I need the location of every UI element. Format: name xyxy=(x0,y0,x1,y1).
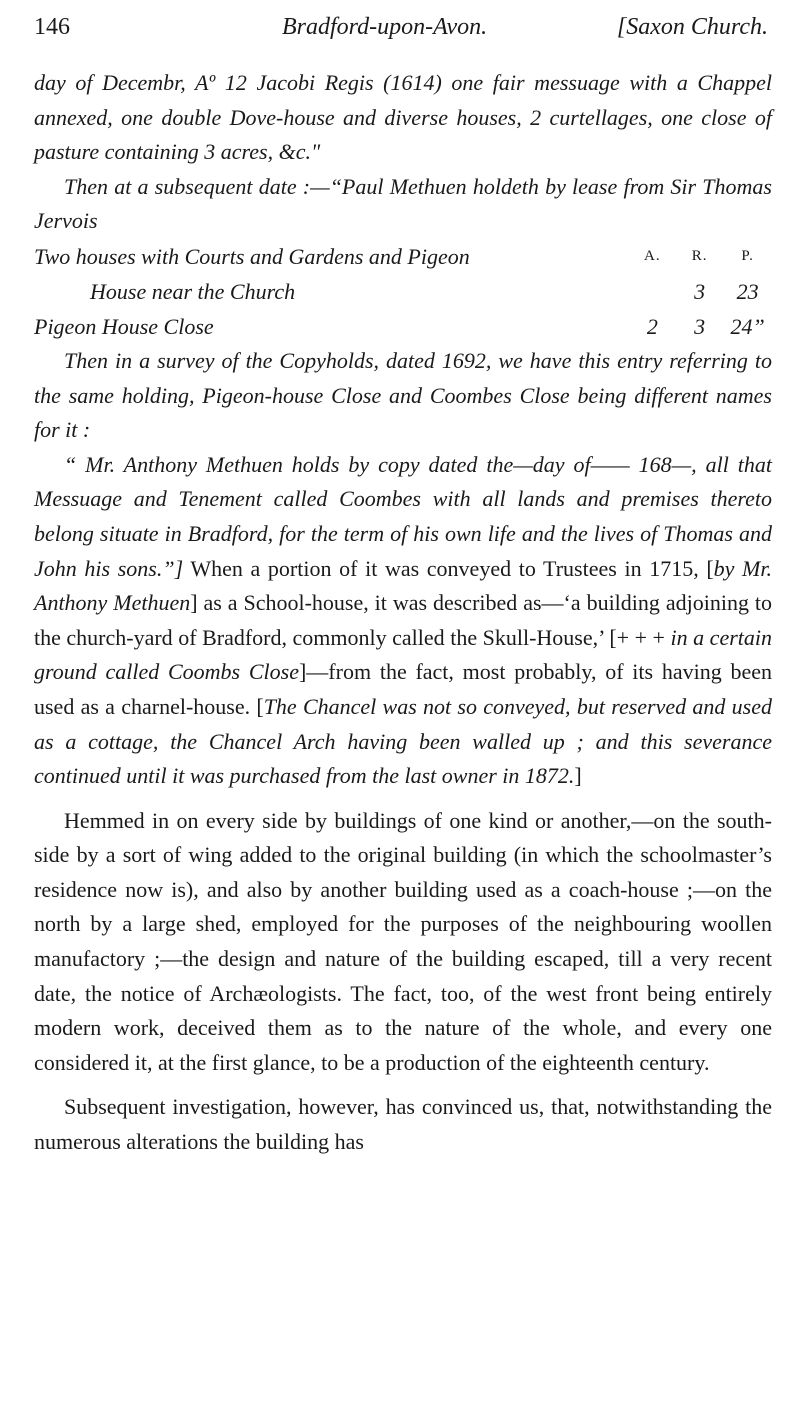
paragraph-copyhold-survey: Then in a survey of the Copyholds, dated 1692, we have this entry referring to the same holding, Pigeon-house Close and Coombes Close being different names for it : xyxy=(34,347,772,443)
table-cell-desc: House near the Church xyxy=(90,278,296,304)
paragraph-deed-continuation: day of Decembr, Aº 12 Jacobi Regis (1614) one fair messuage with a Chappel annexed, one double Dove-house and diverse houses, 2 curtellages, one close of pasture containing 3 acres, &c." xyxy=(34,70,772,165)
page-body xyxy=(34,66,772,1160)
table-cell-roods: 3 xyxy=(694,313,706,339)
paragraph-methuen-copy xyxy=(34,448,772,794)
column-header-perches: P. xyxy=(741,247,754,264)
paragraph-lease-intro: Then at a subsequent date :—“Paul Methuen holdeth by lease from Sir Thomas Jervois xyxy=(34,173,772,234)
text-coombs-close: in a certain ground called Coombs Close xyxy=(34,624,772,685)
table-row xyxy=(34,239,772,274)
page-number: 146 xyxy=(34,14,70,40)
section-title: [Saxon Church. xyxy=(616,14,768,40)
column-header-roods: R. xyxy=(691,247,708,264)
page-header xyxy=(34,8,772,48)
quote-methuen-copy: “ Mr. Anthony Methuen holds by copy dated the—day of—— 168—, all that Messuage and Tenement called Coombes with all lands and premises thereto belong situate in Bradford, for the term of his own life and the lives of Thomas and John his sons.”] xyxy=(34,451,772,581)
text-by-methuen: by Mr. Anthony Methuen xyxy=(34,555,773,616)
text-conveyance-1: When a portion of it was conveyed to Trustees in 1715, [ xyxy=(183,555,714,581)
column-header-acres: A. xyxy=(644,247,661,264)
table-cell-acres xyxy=(629,274,676,309)
paragraph-hemmed-in: Hemmed in on every side by buildings of one kind or another,—on the south-side by a sort of wing added to the original building (in which the schoolmaster’s residence now is), and also by another building used as a coach-house ;—on the north by a large shed, employed for the purposes of the neighbouring woollen manufactory ;—the design and nature of the building escaped, till a very recent date, the notice of Archæologists. The fact, too, of the west front being entirely modern work, deceived them as to the nature of the whole, and every one considered it, at the first glance, to be a production of the eighteenth century. xyxy=(34,807,772,1075)
land-measure-table xyxy=(34,239,772,344)
table-row xyxy=(34,274,772,309)
text-chancel-note: The Chancel was not so conveyed, but reserved and used as a cottage, the Chancel Arch having been walled up ; and this severance continued until it was purchased from the last owner in 1872. xyxy=(34,693,772,789)
table-cell-acres: 2 xyxy=(646,313,658,339)
table-row xyxy=(34,309,772,344)
running-title: Bradford-upon-Avon. xyxy=(282,14,488,40)
text-conveyance-2: ] as a School-house, it was described as—‘a building adjoining to the church-yard of Bradford, commonly called the Skull-House,’ [+ + + xyxy=(34,590,772,650)
paragraph-subsequent-investigation: Subsequent investigation, however, has convinced us, that, notwithstanding the numerous alterations the building has xyxy=(34,1094,772,1155)
text-bracket-close: ] xyxy=(574,763,582,789)
book-page xyxy=(34,8,772,1408)
table-cell-desc: Pigeon House Close xyxy=(34,313,214,339)
table-cell-perches: 24” xyxy=(730,313,765,339)
text-charnel-house: ]—from the fact, most probably, of its having been used as a charnel-house. [ xyxy=(34,659,772,719)
table-cell-perches: 23 xyxy=(736,278,759,304)
table-cell-desc: Two houses with Courts and Gardens and Pigeon xyxy=(34,243,470,269)
table-cell-roods: 3 xyxy=(694,278,706,304)
